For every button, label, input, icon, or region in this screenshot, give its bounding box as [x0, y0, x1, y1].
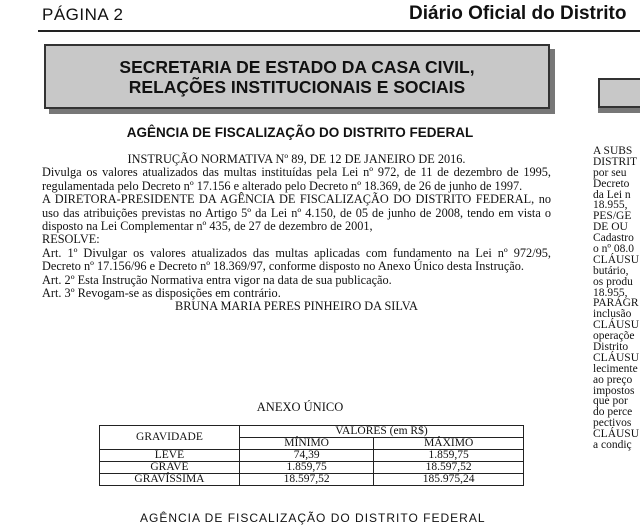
right-column-line: impostos — [593, 384, 635, 397]
header-rule — [38, 30, 640, 32]
right-column-line: PES/GE — [593, 210, 632, 223]
resolve-label: RESOLVE: — [42, 232, 100, 247]
section-heading-box — [44, 44, 550, 109]
right-column-line: o nº 08.0 — [593, 243, 634, 256]
right-column-fragment — [593, 146, 640, 451]
right-column-line: PARÁGR — [593, 297, 639, 310]
cell-min: 74,39 — [239, 450, 373, 462]
right-column-line: CLÁUSU — [593, 428, 640, 441]
right-column-line: butário, — [593, 264, 629, 277]
instruction-title: INSTRUÇÃO NORMATIVA Nº 89, DE 12 DE JANEIRO DE 2016. — [127, 152, 466, 166]
right-column-line: operaçõe — [593, 330, 635, 343]
right-column-line: 18.955, — [593, 286, 628, 299]
table-header-row — [100, 426, 524, 438]
next-column-heading-box — [598, 78, 640, 108]
header-valores: VALORES (em R$) — [239, 426, 523, 438]
right-column-line: inclusão — [593, 308, 632, 321]
agency-heading: AGÊNCIA DE FISCALIZAÇÃO DO DISTRITO FEDERAL — [126, 125, 474, 140]
right-column-line: que por — [593, 395, 628, 408]
article-3: Art. 3º Revogam-se as disposições em contrário. — [42, 286, 281, 301]
fines-table — [99, 425, 524, 486]
cell-gravidade: LEVE — [100, 450, 240, 462]
right-column-line: do perce — [593, 406, 633, 419]
signature: BRUNA MARIA PERES PINHEIRO DA SILVA — [175, 299, 418, 314]
next-section-heading-cut: AGÊNCIA DE FISCALIZAÇÃO DO DISTRITO FEDERAL — [140, 511, 486, 525]
instruction-body — [42, 153, 551, 314]
right-column-line: Cadastro — [593, 232, 634, 245]
right-column-line: os produ — [593, 275, 633, 288]
cell-max: 185.975,24 — [374, 474, 524, 486]
right-column-line: Distrito — [593, 341, 629, 354]
annex-title: ANEXO ÚNICO — [256, 400, 344, 414]
right-column-line: por seu — [593, 166, 627, 179]
section-heading-line1: SECRETARIA DE ESTADO DA CASA CIVIL, — [119, 56, 475, 77]
right-column-line: a condiç — [593, 439, 632, 451]
header-gravidade: GRAVIDADE — [100, 426, 240, 450]
cell-max: 18.597,52 — [374, 462, 524, 474]
instruction-preamble: A DIRETORA-PRESIDENTE DA AGÊNCIA DE FISCALIZAÇÃO DO DISTRITO FEDERAL, no uso das atribuições previstas no Artigo 5º da Lei nº 4.150, de 05 de junho de 2008, tendo em vista o disposto na Lei Complementar nº 435, de 27 de dezembro de 2001, — [42, 192, 551, 234]
section-heading-line2: RELAÇÕES INSTITUCIONAIS E SOCIAIS — [128, 76, 466, 97]
right-column-line: DE OU — [593, 221, 628, 234]
article-1: Art. 1º Divulgar os valores atualizados das multas aplicadas com fundamento na Lei nº 972/95, Decreto nº 17.156/96 e Decreto nº 18.369/97, conforme disposto no Anexo Único desta Instrução. — [42, 245, 551, 274]
header-maximo: MÁXIMO — [374, 438, 524, 450]
header-minimo: MÍNIMO — [239, 438, 373, 450]
right-column-line: pectivos — [593, 417, 632, 430]
right-column-line: CLÁUSU — [593, 319, 640, 332]
table-row — [100, 450, 524, 462]
article-2: Art. 2º Esta Instrução Normativa entra vigor na data de sua publicação. — [42, 272, 392, 287]
cell-max: 1.859,75 — [374, 450, 524, 462]
right-column-line: da Lei n — [593, 188, 631, 201]
instruction-summary: Divulga os valores atualizados das multas instituídas pela Lei nº 972, de 11 de dezembro de 1995, regulamentada pelo Decreto nº 17.156 e alterado pelo Decreto nº 18.369, de 26 de junho de 1997. — [42, 165, 551, 193]
right-column-line: DISTRIT — [593, 155, 638, 168]
cell-gravidade: GRAVE — [100, 462, 240, 474]
cell-min: 1.859,75 — [239, 462, 373, 474]
right-column-line: A SUBS — [593, 146, 633, 157]
right-column-line: lecimente — [593, 362, 638, 375]
right-column-line: Decreto — [593, 177, 630, 190]
page-number: PÁGINA 2 — [42, 5, 124, 24]
right-column-line: 18.955, — [593, 199, 628, 212]
cell-min: 18.597,52 — [239, 474, 373, 486]
right-column-line: CLÁUSU — [593, 253, 640, 266]
cell-gravidade: GRAVÍSSIMA — [100, 474, 240, 486]
table-row — [100, 462, 524, 474]
right-column-line: ao preço — [593, 373, 633, 386]
table-row — [100, 474, 524, 486]
right-column-line: CLÁUSU — [593, 351, 640, 364]
journal-title: Diário Oficial do Distrito — [409, 3, 627, 24]
